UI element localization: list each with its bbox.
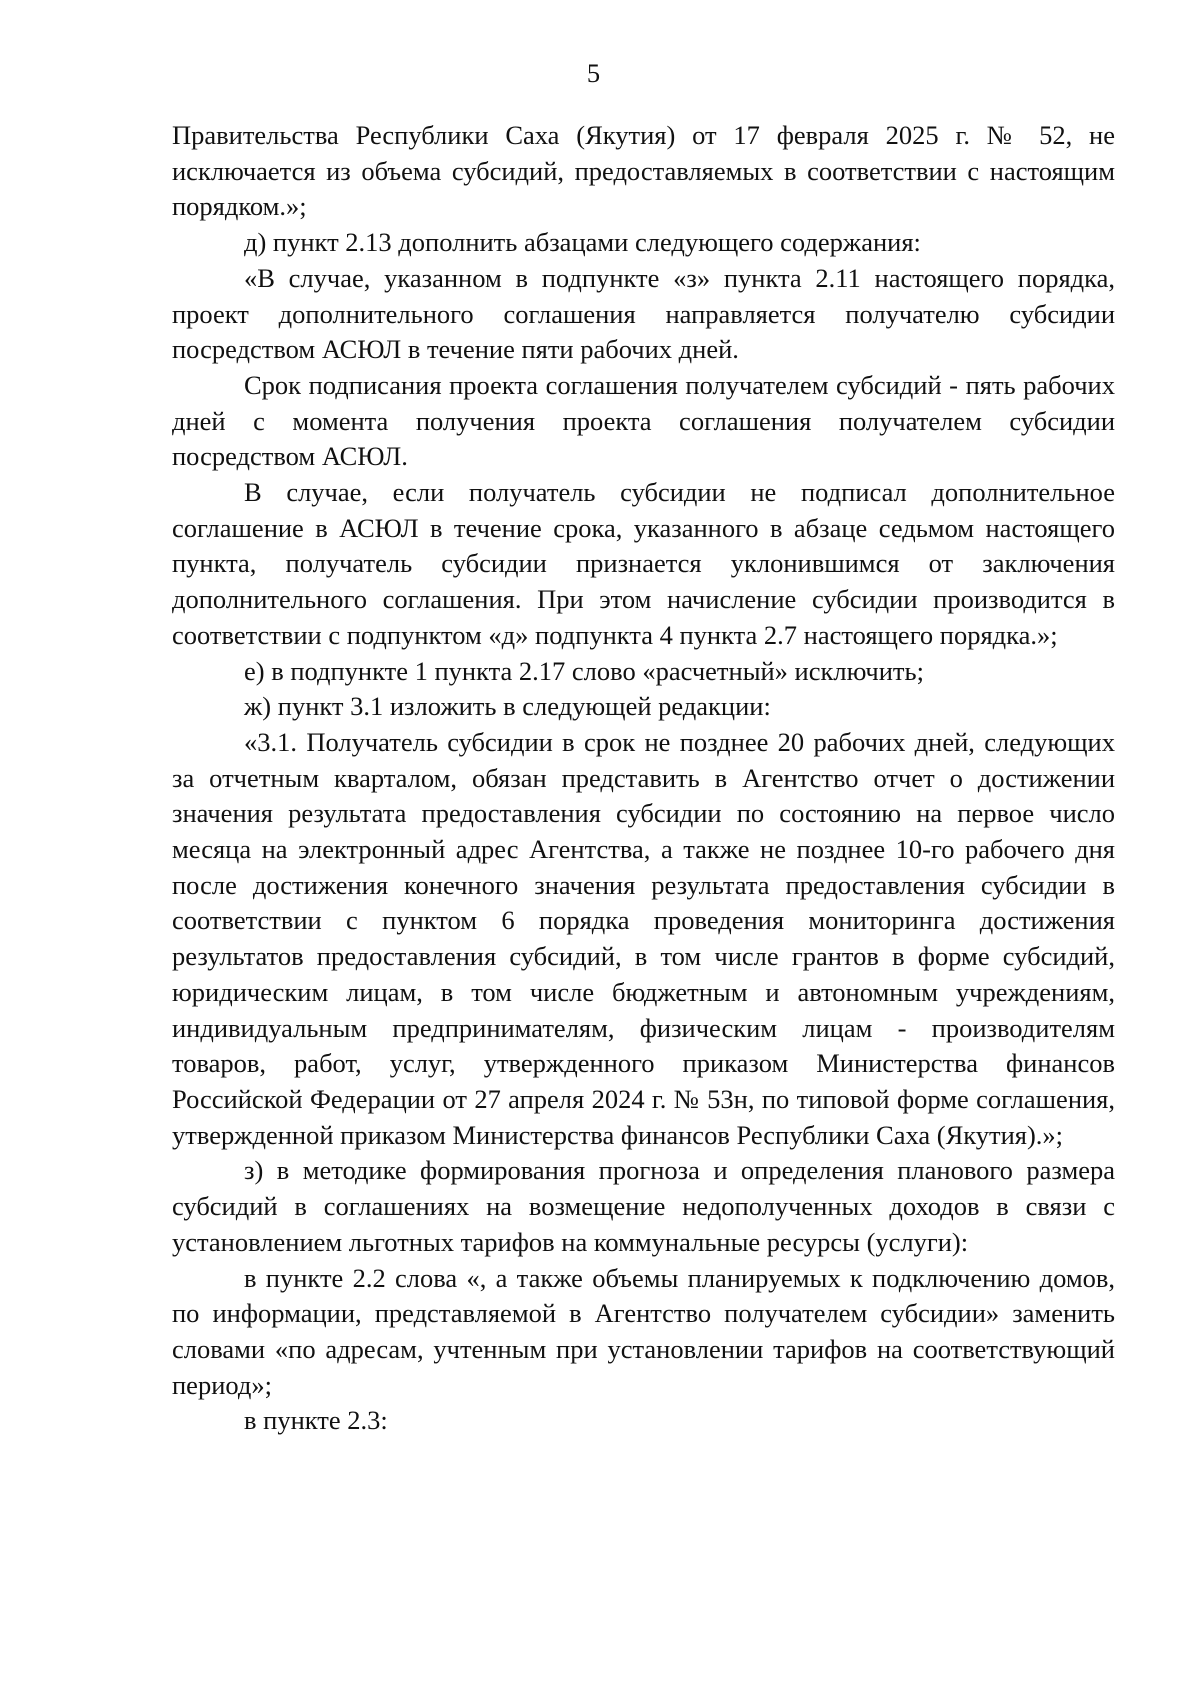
paragraph-clause-3-1: «3.1. Получатель субсидии в срок не позднее 20 рабочих дней, следующих за отчетным кварталом, обязан представить в Агентство отчет о достижении значения результата предоставления субсидии по состоянию на первое число месяца на электронный адрес Агентства, а также не позднее 10-го рабочего дня после достижения конечного значения результата предоставления субсидии в соответствии с пунктом 6 порядка проведения мониторинга достижения результатов предоставления субсидий, в том числе грантов в форме субсидий, юридическим лицам, в том числе бюджетным и автономным учреждениям, индивидуальным предпринимателям, физическим лицам - производителям товаров, работ, услуг, утвержденного приказом Министерства финансов Российской Федерации от 27 апреля 2024 г. № 53н, по типовой форме соглашения, утвержденной приказом Министерства финансов Республики Саха (Якутия).»; <box>172 726 1115 1150</box>
paragraph-point-2-3: в пункте 2.3: <box>244 1405 388 1436</box>
paragraph-item-d: д) пункт 2.13 дополнить абзацами следующего содержания: <box>244 227 921 258</box>
paragraph-item-z: з) в методике формирования прогноза и определения планового размера субсидий в соглашениях на возмещение недополученных доходов в связи с установлением льготных тарифов на коммунальные ресурсы (услуги): <box>172 1155 1115 1257</box>
document-body <box>172 118 1115 1439</box>
paragraph-point-2-2: в пункте 2.2 слова «, а также объемы планируемых к подключению домов, по информации, представляемой в Агентство получателем субсидии» заменить словами «по адресам, учтенным при установлении тарифов на соответствующий период»; <box>172 1262 1115 1400</box>
paragraph-quote-case-z: «В случае, указанном в подпункте «з» пункта 2.11 настоящего порядка, проект дополнительного соглашения направляется получателю субсидии посредством АСЮЛ в течение пяти рабочих дней. <box>172 262 1115 365</box>
paragraph-item-zh: ж) пункт 3.1 изложить в следующей редакции: <box>244 691 771 722</box>
paragraph-signing-term: Срок подписания проекта соглашения получателем субсидий - пять рабочих дней с момента получения проекта соглашения получателем субсидии посредством АСЮЛ. <box>172 369 1115 472</box>
paragraph-refusal-case: В случае, если получатель субсидии не подписал дополнительное соглашение в АСЮЛ в течение срока, указанного в абзаце седьмом настоящего пункта, получатель субсидии признается уклонившимся от заключения дополнительного соглашения. При этом начисление субсидии производится в соответствии с подпунктом «д» подпункта 4 пункта 2.7 настоящего порядка.»; <box>172 477 1115 650</box>
paragraph-continuation: Правительства Республики Саха (Якутия) от 17 февраля 2025 г. № 52, не исключается из объема субсидий, предоставляемых в соответствии с настоящим порядком.»; <box>172 120 1115 222</box>
paragraph-item-e: е) в подпункте 1 пункта 2.17 слово «расчетный» исключить; <box>244 655 924 686</box>
page-number: 5 <box>586 58 601 88</box>
